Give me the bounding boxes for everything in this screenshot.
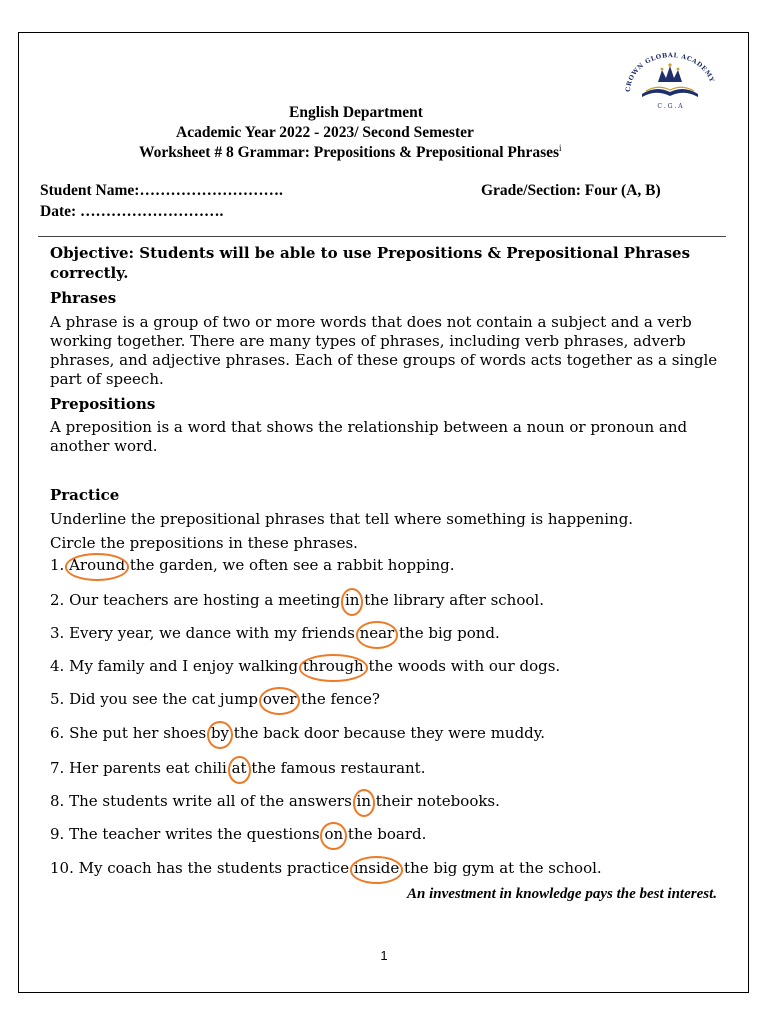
practice-item: 3. Every year, we dance with my friends near the big pond. — [50, 624, 500, 642]
phrases-text: phrases, and adjective phrases. Each of these groups of words acts together as a single — [50, 351, 718, 369]
practice-instruction-1: Underline the prepositional phrases that tell where something is happening. — [50, 510, 634, 528]
practice-item: 4. My family and I enjoy walking through the woods with our dogs. — [50, 657, 561, 675]
circled-preposition: through — [302, 657, 364, 675]
phrases-text: A phrase is a group of two or more words that does not contain a subject and a verb — [50, 313, 692, 331]
logo-initials: C . G . A — [657, 103, 683, 110]
circled-preposition: by — [210, 724, 230, 742]
circled-preposition: Around — [69, 556, 126, 574]
practice-heading: Practice — [50, 486, 120, 504]
page-number: 1 — [380, 948, 388, 963]
crown-icon — [658, 63, 682, 82]
academic-year: Academic Year 2022 - 2023/ Second Semester — [176, 124, 474, 141]
prepositions-heading: Prepositions — [50, 395, 156, 413]
circled-preposition: at — [231, 759, 247, 777]
practice-item: 8. The students write all of the answers in their notebooks. — [50, 792, 500, 810]
circled-preposition: over — [262, 690, 297, 708]
practice-item: 2. Our teachers are hosting a meeting in the library after school. — [50, 591, 544, 609]
circled-preposition: inside — [353, 859, 400, 877]
circled-preposition: in — [356, 792, 372, 810]
logo-arc-text: CROWN GLOBAL ACADEMY — [624, 52, 716, 93]
prepositions-text: another word. — [50, 437, 158, 455]
practice-instruction-2: Circle the prepositions in these phrases. — [50, 534, 358, 552]
practice-item: 9. The teacher writes the questions on the board. — [50, 825, 427, 843]
phrases-heading: Phrases — [50, 289, 117, 307]
objective-line-2: correctly. — [50, 264, 129, 282]
practice-item: 5. Did you see the cat jump over the fence? — [50, 690, 380, 708]
phrases-text: part of speech. — [50, 370, 164, 388]
book-icon — [642, 87, 698, 97]
practice-item: 1. Around the garden, we often see a rabbit hopping. — [50, 556, 455, 574]
phrases-text: working together. There are many types of phrases, including verb phrases, adverb — [50, 332, 686, 350]
academy-logo — [620, 52, 720, 114]
grade-section-label: Grade/Section: Four (A, B) — [481, 182, 661, 199]
date-label: Date: ………………………. — [40, 203, 224, 220]
prepositions-text: A preposition is a word that shows the relationship between a noun or pronoun and — [50, 418, 688, 436]
worksheet-title: Worksheet # 8 Grammar: Prepositions & Prepositional Phrases$^i$ — [139, 143, 562, 162]
student-name-label: Student Name:………………………. — [40, 182, 283, 199]
practice-item: 6. She put her shoes by the back door because they were muddy. — [50, 724, 546, 742]
circled-preposition: on — [324, 825, 344, 843]
objective-line-1: Objective: Students will be able to use Prepositions & Prepositional Phrases — [50, 244, 691, 262]
practice-item: 7. Her parents eat chili at the famous restaurant. — [50, 759, 426, 777]
department-title: English Department — [289, 104, 423, 121]
divider — [38, 236, 726, 237]
practice-item: 10. My coach has the students practice inside the big gym at the school. — [50, 859, 602, 877]
footer-quote: An investment in knowledge pays the best interest. — [406, 886, 717, 902]
circled-preposition: in — [344, 591, 360, 609]
circled-preposition: near — [359, 624, 395, 642]
